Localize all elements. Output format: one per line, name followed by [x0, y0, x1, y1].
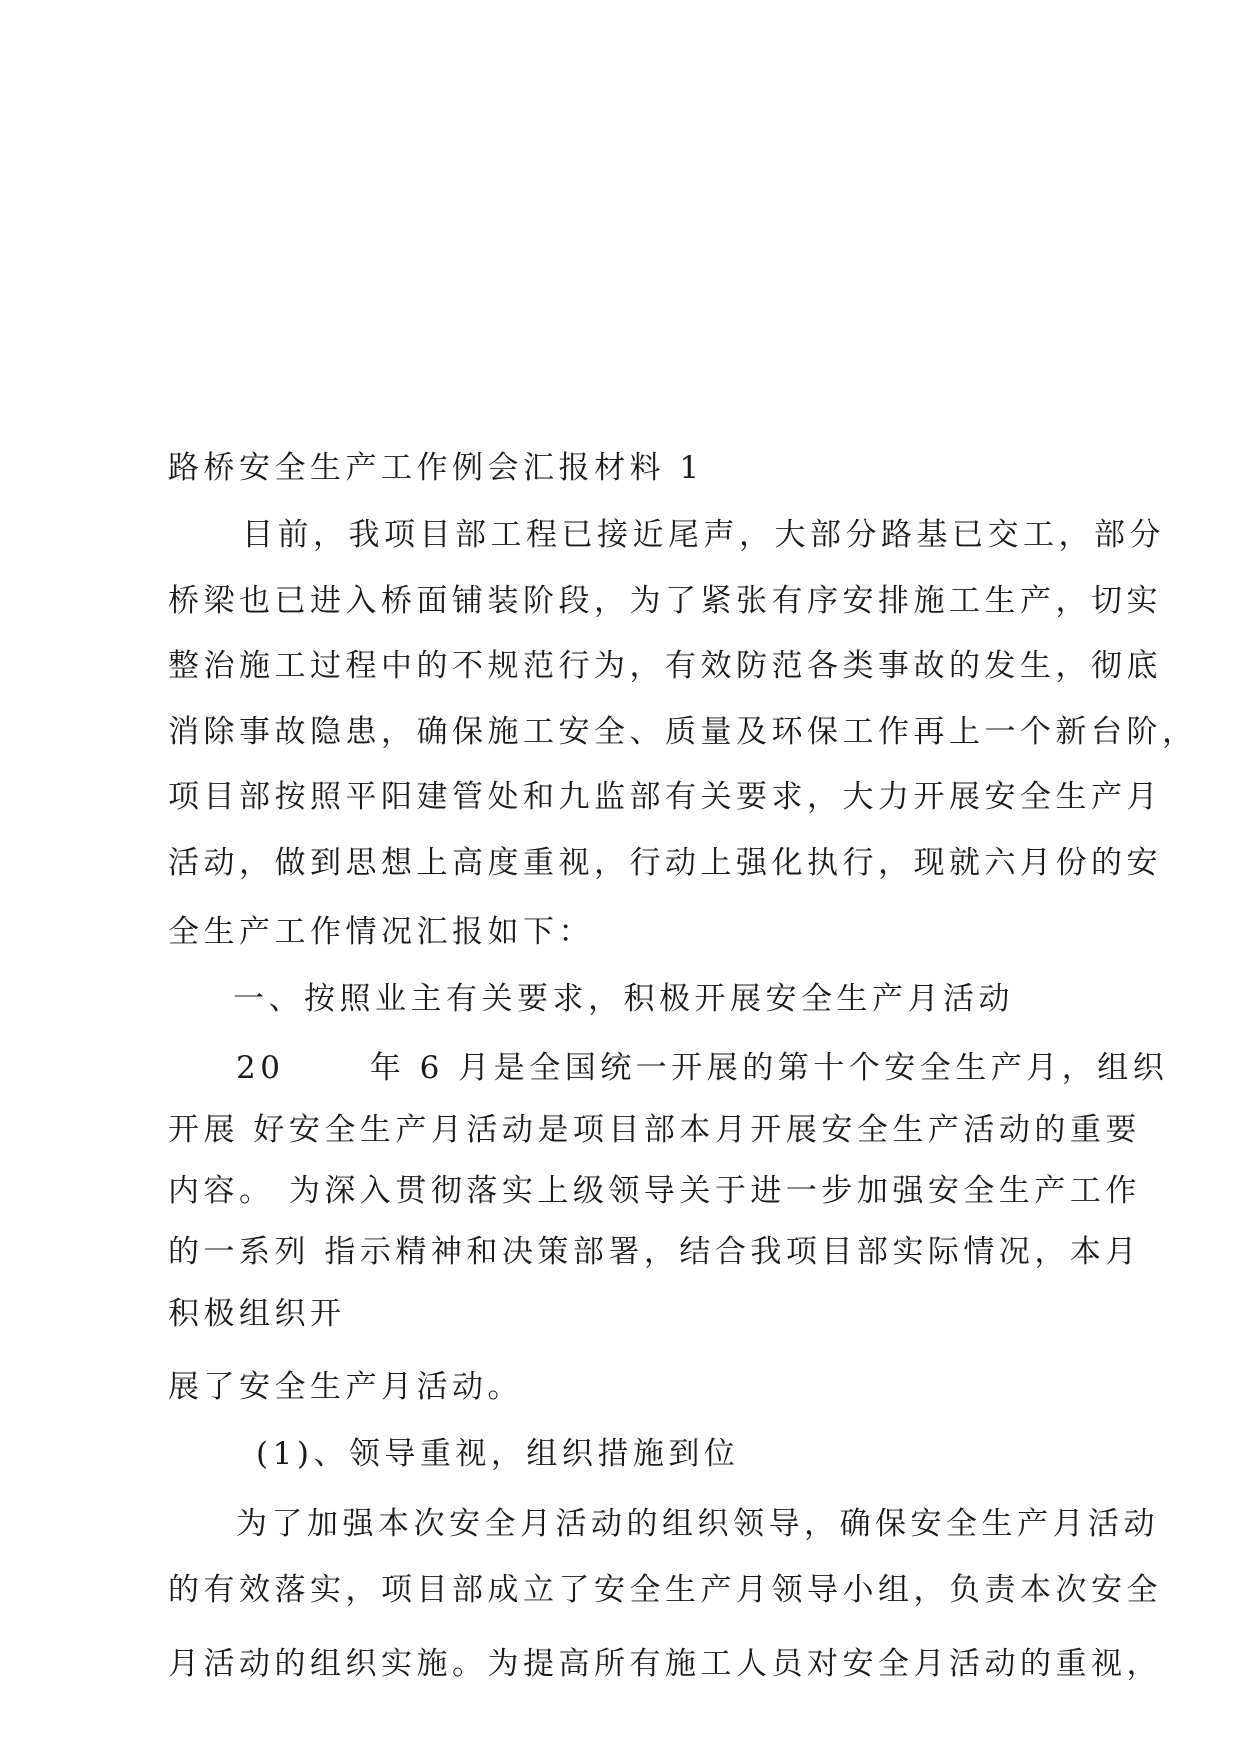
paragraph-line: 为了加强本次安全月活动的组织领导，确保安全生产月活动	[236, 1506, 1159, 1542]
paragraph-line: 的一系列 指示精神和决策部署，结合我项目部实际情况，本月	[168, 1234, 1141, 1270]
paragraph-line: 的有效落实，项目部成立了安全生产月领导小组，负责本次安全	[168, 1572, 1162, 1608]
paragraph-line: 内容。 为深入贯彻落实上级领导关于进一步加强安全生产工作	[168, 1173, 1141, 1209]
paragraph-line: 全生产工作情况汇报如下：	[168, 914, 594, 950]
paragraph-line: 积极组织开	[168, 1296, 346, 1332]
paragraph-line: 开展 好安全生产月活动是项目部本月开展安全生产活动的重要	[168, 1112, 1141, 1148]
paragraph-line: 20 年 6 月是全国统一开展的第十个安全生产月，组织	[236, 1050, 1169, 1086]
paragraph-line: 项目部按照平阳建管处和九监部有关要求，大力开展安全生产月	[168, 779, 1162, 815]
document-title: 路桥安全生产工作例会汇报材料 1	[168, 450, 704, 486]
paragraph-line: 桥梁也已进入桥面铺装阶段，为了紧张有序安排施工生产，切实	[168, 583, 1162, 619]
paragraph-line: 整治施工过程中的不规范行为，有效防范各类事故的发生，彻底	[168, 648, 1162, 684]
section-heading: 一、按照业主有关要求，积极开展安全生产月活动	[233, 981, 1014, 1017]
paragraph-line: 月活动的组织实施。为提高所有施工人员对安全月活动的重视，	[168, 1646, 1162, 1682]
paragraph-line: 消除事故隐患，确保施工安全、质量及环保工作再上一个新台阶，	[168, 714, 1198, 750]
subsection-heading: (1)、领导重视，组织措施到位	[256, 1436, 740, 1472]
paragraph-line: 目前，我项目部工程已接近尾声，大部分路基已交工，部分	[242, 517, 1165, 553]
paragraph-line: 活动，做到思想上高度重视，行动上强化执行，现就六月份的安	[168, 845, 1162, 881]
paragraph-line: 展了安全生产月活动。	[168, 1369, 523, 1405]
